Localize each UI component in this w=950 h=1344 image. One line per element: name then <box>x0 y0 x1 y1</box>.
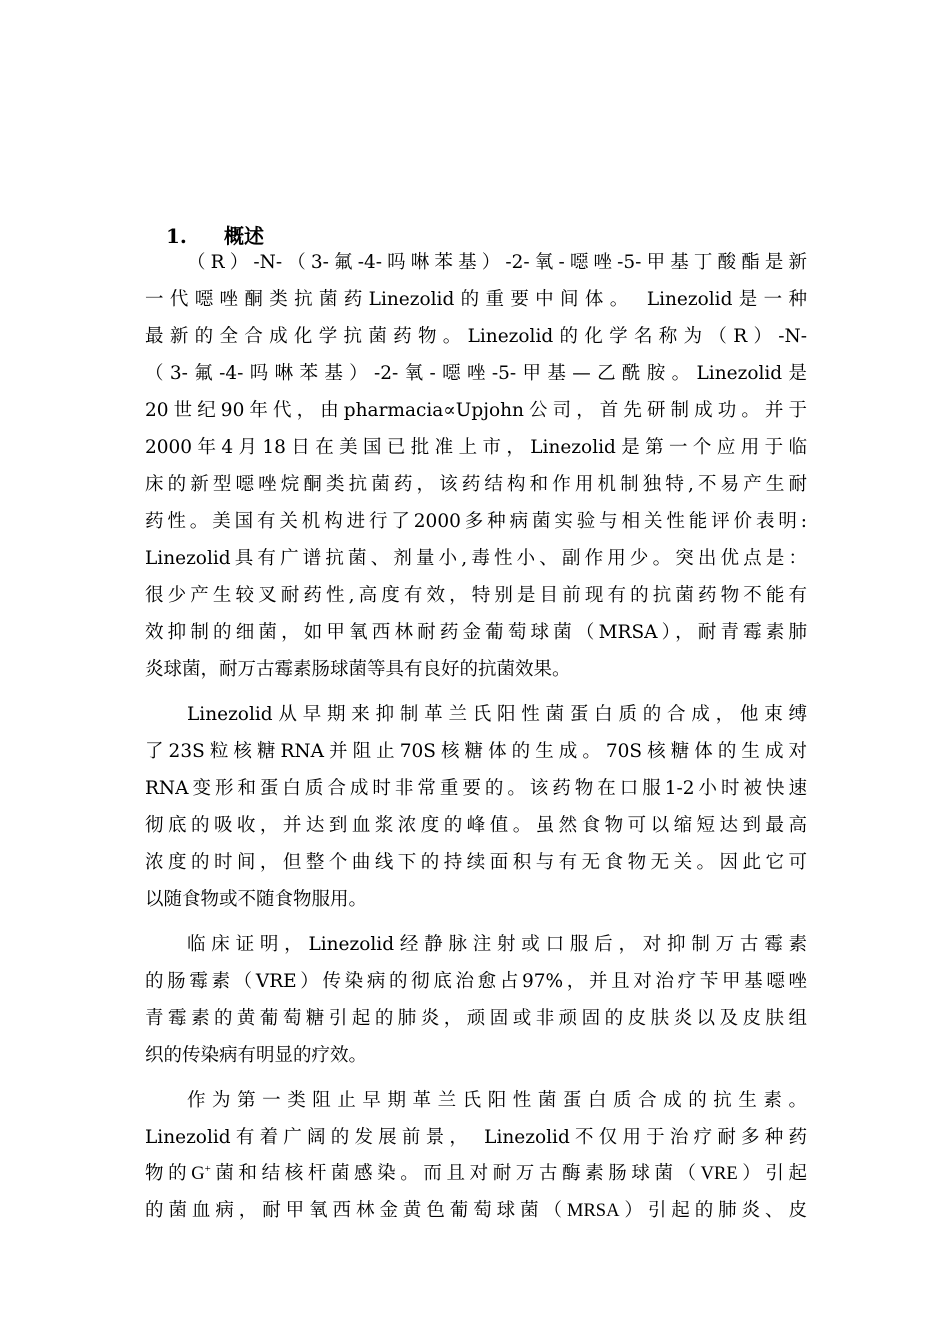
paragraph-line: 以随食物或不随食物服用。 <box>145 889 368 910</box>
paragraph-line: 2000年4月18日在美国已批准上市，Linezolid是第一个应用于临 <box>145 437 807 458</box>
paragraph-line: 很少产生较叉耐药性,高度有效，特别是目前现有的抗菌药物不能有 <box>145 585 807 606</box>
section-title: 概述 <box>224 224 264 248</box>
paragraph-prospects <box>145 1082 807 1230</box>
paragraph-line: 的菌血病，耐甲氧西林金黄色葡萄球菌（MRSA）引起的肺炎、皮 <box>145 1201 807 1221</box>
paragraph-clinical <box>145 926 807 1074</box>
superscript-plus: + <box>204 1163 211 1175</box>
line-text: 菌和结核杆菌感染。而且对耐万古酶素肠球菌（VRE）引起 <box>210 1164 807 1184</box>
paragraph-line: 浓度的时间，但整个曲线下的持续面积与有无食物无关。因此它可 <box>145 852 807 873</box>
paragraph-mechanism <box>145 696 807 918</box>
paragraph-overview <box>145 244 807 688</box>
paragraph-line: 药性。美国有关机构进行了2000多种病菌实验与相关性能评价表明: <box>145 511 807 532</box>
paragraph-line: 床的新型噁唑烷酮类抗菌药，该药结构和作用机制独特,不易产生耐 <box>145 474 807 495</box>
paragraph-line: 效抑制的细菌，如甲氧西林耐药金葡萄球菌（MRSA），耐青霉素肺 <box>145 622 807 643</box>
paragraph-line: 彻底的吸收，并达到血浆浓度的峰值。虽然食物可以缩短达到最高 <box>145 815 807 836</box>
paragraph-line: 最新的全合成化学抗菌药物。Linezolid的化学名称为（R）-N- <box>145 326 807 347</box>
paragraph-line: 的肠霉素（VRE）传染病的彻底治愈占97%，并且对治疗苄甲基噁唑 <box>145 971 807 992</box>
paragraph-line <box>145 1156 807 1193</box>
paragraph-line: Linezolid有着广阔的发展前景， Linezolid不仅用于治疗耐多种药 <box>145 1127 807 1148</box>
paragraph-line: 一代噁唑酮类抗菌药Linezolid的重要中间体。 Linezolid是一种 <box>145 289 807 310</box>
paragraph-line: 作为第一类阻止早期革兰氏阳性菌蛋白质合成的抗生素。 <box>187 1090 807 1111</box>
paragraph-line: （R）-N-（3-氟-4-吗啉苯基）-2-氧-噁唑-5-甲基丁酸酯是新 <box>187 252 807 273</box>
paragraph-line: 临床证明，Linezolid经静脉注射或口服后，对抑制万古霉素 <box>187 934 807 955</box>
paragraph-line: RNA变形和蛋白质合成时非常重要的。该药物在口服1-2小时被快速 <box>145 778 807 799</box>
document-body <box>145 244 807 1230</box>
paragraph-line: （3-氟-4-吗啉苯基）-2-氧-噁唑-5-甲基—乙酰胺。Linezolid是 <box>145 363 807 384</box>
paragraph-line: Linezolid从早期来抑制革兰氏阳性菌蛋白质的合成，他束缚 <box>187 704 807 725</box>
paragraph-line: 青霉素的黄葡萄糖引起的肺炎，顽固或非顽固的皮肤炎以及皮肤组 <box>145 1008 807 1029</box>
paragraph-line: 织的传染病有明显的疗效。 <box>145 1045 368 1066</box>
paragraph-line: 了23S粒核糖RNA并阻止70S核糖体的生成。70S核糖体的生成对 <box>145 741 807 762</box>
paragraph-line: Linezolid具有广谱抗菌、剂量小,毒性小、副作用少。突出优点是： <box>145 548 807 569</box>
paragraph-line: 20世纪90年代，由pharmacia∝Upjohn公司，首先研制成功。并于 <box>145 400 807 421</box>
line-text: 物的G <box>145 1164 205 1184</box>
paragraph-line: 炎球菌，耐万古霉素肠球菌等具有良好的抗菌效果。 <box>145 659 571 680</box>
section-number: 1. <box>166 224 187 248</box>
